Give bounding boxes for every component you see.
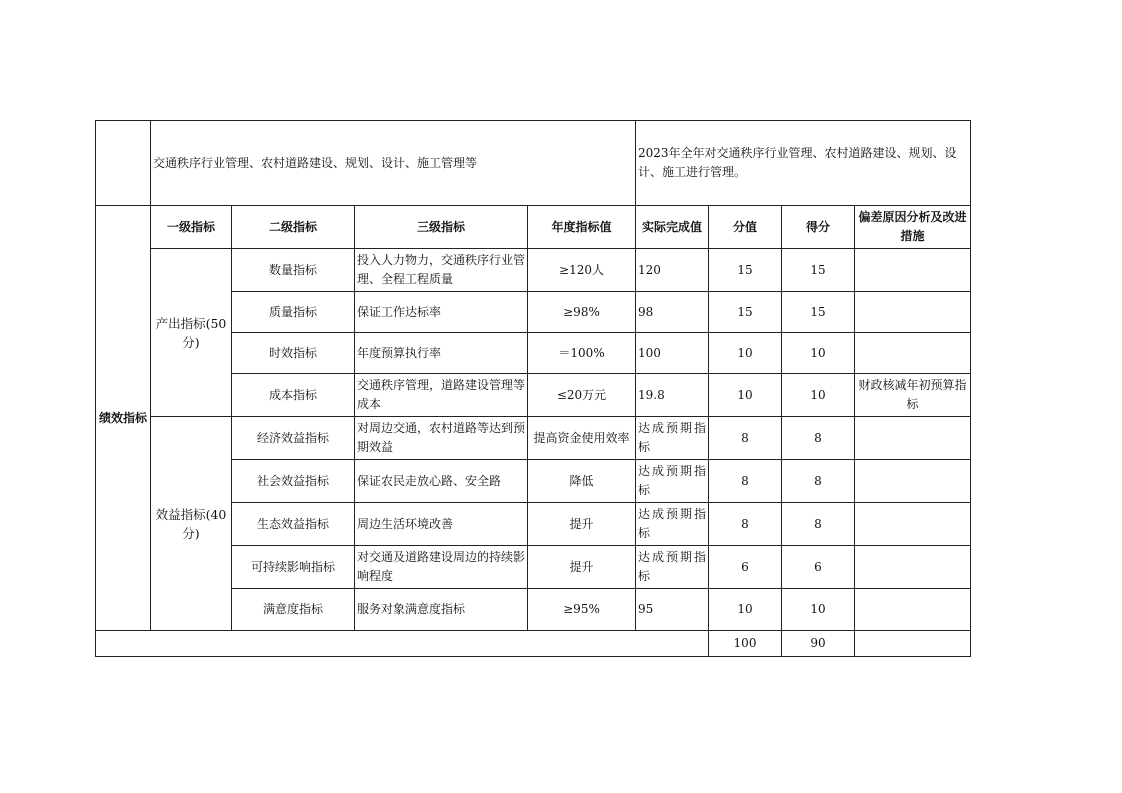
- description-cell: 交通秩序行业管理、农村道路建设、规划、设计、施工管理等: [151, 121, 636, 206]
- target-cell: 提高资金使用效率: [528, 417, 636, 460]
- header-target: 年度指标值: [528, 206, 636, 249]
- actual-cell: 100: [636, 333, 709, 374]
- goal-cell: 2023年全年对交通秩序行业管理、农村道路建设、规划、设计、施工进行管理。: [636, 121, 971, 206]
- actual-cell: 达成预期指标: [636, 460, 709, 503]
- note-cell: [855, 333, 971, 374]
- l3-cell: 对交通及道路建设周边的持续影响程度: [355, 546, 528, 589]
- header-note: 偏差原因分析及改进措施: [855, 206, 971, 249]
- points-cell: 10: [709, 333, 782, 374]
- l2-cell: 可持续影响指标: [232, 546, 355, 589]
- header-row: [96, 206, 971, 249]
- actual-cell: 达成预期指标: [636, 417, 709, 460]
- score-cell: 8: [782, 460, 855, 503]
- l3-cell: 保证工作达标率: [355, 292, 528, 333]
- points-cell: 15: [709, 249, 782, 292]
- l3-cell: 投入人力物力，交通秩序行业管理、全程工程质量: [355, 249, 528, 292]
- totals-row: [96, 631, 971, 657]
- target-cell: 提升: [528, 503, 636, 546]
- score-cell: 8: [782, 417, 855, 460]
- l2-cell: 满意度指标: [232, 589, 355, 631]
- points-cell: 8: [709, 460, 782, 503]
- note-cell: [855, 503, 971, 546]
- l2-cell: 质量指标: [232, 292, 355, 333]
- l2-cell: 经济效益指标: [232, 417, 355, 460]
- note-cell: [855, 417, 971, 460]
- l2-cell: 生态效益指标: [232, 503, 355, 546]
- l2-cell: 社会效益指标: [232, 460, 355, 503]
- target-cell: ≥95%: [528, 589, 636, 631]
- header-l1: 一级指标: [151, 206, 232, 249]
- target-cell: 提升: [528, 546, 636, 589]
- table-row: [96, 249, 971, 292]
- points-cell: 8: [709, 417, 782, 460]
- l2-cell: 数量指标: [232, 249, 355, 292]
- top-row: [96, 121, 971, 206]
- l3-cell: 交通秩序管理，道路建设管理等成本: [355, 374, 528, 417]
- score-cell: 15: [782, 292, 855, 333]
- header-score: 得分: [782, 206, 855, 249]
- l3-cell: 周边生活环境改善: [355, 503, 528, 546]
- target-cell: ≥120人: [528, 249, 636, 292]
- target-cell: ＝100%: [528, 333, 636, 374]
- total-points: 100: [709, 631, 782, 657]
- note-cell: 财政核减年初预算指标: [855, 374, 971, 417]
- output-category: 产出指标(50分): [151, 249, 232, 417]
- actual-cell: 120: [636, 249, 709, 292]
- note-cell: [855, 292, 971, 333]
- points-cell: 6: [709, 546, 782, 589]
- note-cell: [855, 249, 971, 292]
- note-cell: [855, 546, 971, 589]
- score-cell: 15: [782, 249, 855, 292]
- score-cell: 8: [782, 503, 855, 546]
- score-cell: 10: [782, 333, 855, 374]
- actual-cell: 达成预期指标: [636, 546, 709, 589]
- actual-cell: 95: [636, 589, 709, 631]
- actual-cell: 98: [636, 292, 709, 333]
- l3-cell: 服务对象满意度指标: [355, 589, 528, 631]
- score-cell: 6: [782, 546, 855, 589]
- header-actual: 实际完成值: [636, 206, 709, 249]
- header-l3: 三级指标: [355, 206, 528, 249]
- l3-cell: 年度预算执行率: [355, 333, 528, 374]
- totals-blank-cell: [96, 631, 709, 657]
- l3-cell: 保证农民走放心路、安全路: [355, 460, 528, 503]
- header-l2: 二级指标: [232, 206, 355, 249]
- l2-cell: 成本指标: [232, 374, 355, 417]
- target-cell: ≥98%: [528, 292, 636, 333]
- benefit-category: 效益指标(40分): [151, 417, 232, 631]
- points-cell: 8: [709, 503, 782, 546]
- performance-indicator-label: 绩效指标: [96, 206, 151, 631]
- points-cell: 10: [709, 589, 782, 631]
- actual-cell: 19.8: [636, 374, 709, 417]
- l2-cell: 时效指标: [232, 333, 355, 374]
- score-cell: 10: [782, 374, 855, 417]
- total-score: 90: [782, 631, 855, 657]
- totals-note-cell: [855, 631, 971, 657]
- table-row: [96, 417, 971, 460]
- top-blank-cell: [96, 121, 151, 206]
- l3-cell: 对周边交通，农村道路等达到预期效益: [355, 417, 528, 460]
- actual-cell: 达成预期指标: [636, 503, 709, 546]
- performance-table: [95, 120, 971, 657]
- score-cell: 10: [782, 589, 855, 631]
- header-points: 分值: [709, 206, 782, 249]
- target-cell: 降低: [528, 460, 636, 503]
- points-cell: 15: [709, 292, 782, 333]
- points-cell: 10: [709, 374, 782, 417]
- note-cell: [855, 589, 971, 631]
- note-cell: [855, 460, 971, 503]
- target-cell: ≤20万元: [528, 374, 636, 417]
